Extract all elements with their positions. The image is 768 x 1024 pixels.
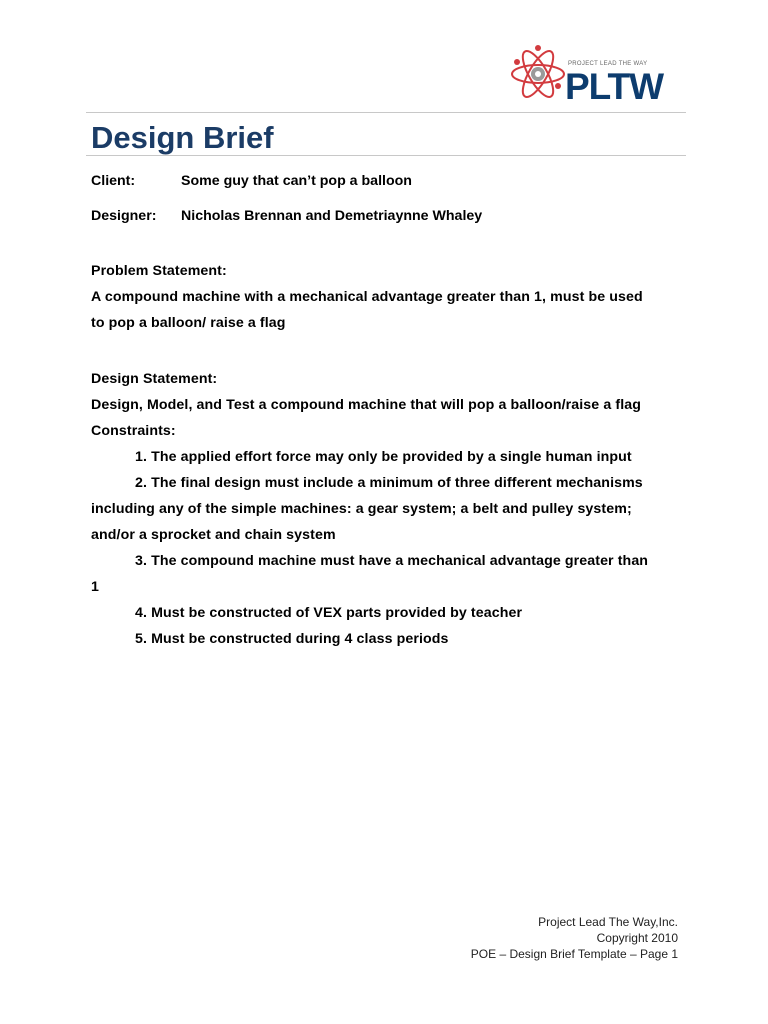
designer-value: Nicholas Brennan and Demetriaynne Whaley	[181, 208, 483, 224]
design-heading: Design Statement:	[91, 371, 218, 387]
footer-company: Project Lead The Way,Inc.	[538, 915, 678, 929]
constraint-item: 1. The applied effort force may only be provided by a single human input	[135, 449, 632, 465]
client-value: Some guy that can’t pop a balloon	[181, 173, 412, 189]
top-divider	[86, 112, 686, 113]
logo-wordmark: PLTW	[565, 66, 664, 107]
footer-copyright: Copyright 2010	[596, 931, 678, 945]
constraint-item-continued: 1	[91, 579, 99, 595]
client-label: Client:	[91, 173, 136, 189]
title-divider	[86, 155, 686, 156]
problem-line: to pop a balloon/ raise a flag	[91, 315, 286, 331]
problem-heading: Problem Statement:	[91, 263, 227, 279]
constraint-item: 3. The compound machine must have a mechanical advantage greater than	[135, 553, 649, 569]
constraint-item: 5. Must be constructed during 4 class periods	[135, 631, 449, 647]
constraint-item: 2. The final design must include a minimum of three different mechanisms	[135, 475, 643, 491]
design-section	[91, 366, 691, 652]
problem-section	[91, 258, 691, 336]
constraint-item-continued: including any of the simple machines: a gear system; a belt and pulley system;	[91, 501, 632, 517]
constraints-heading: Constraints:	[91, 423, 176, 439]
page-title: Design Brief	[91, 120, 274, 155]
footer-page-label: POE – Design Brief Template – Page 1	[470, 947, 678, 961]
designer-label: Designer:	[91, 208, 157, 224]
page-footer	[471, 914, 678, 962]
logo-tagline: PROJECT LEAD THE WAY	[568, 61, 648, 67]
constraint-item-continued: and/or a sprocket and chain system	[91, 527, 336, 543]
constraint-item: 4. Must be constructed of VEX parts provided by teacher	[135, 605, 523, 621]
problem-line: A compound machine with a mechanical advantage greater than 1, must be used	[91, 289, 643, 305]
design-text: Design, Model, and Test a compound machine that will pop a balloon/raise a flag	[91, 397, 641, 413]
